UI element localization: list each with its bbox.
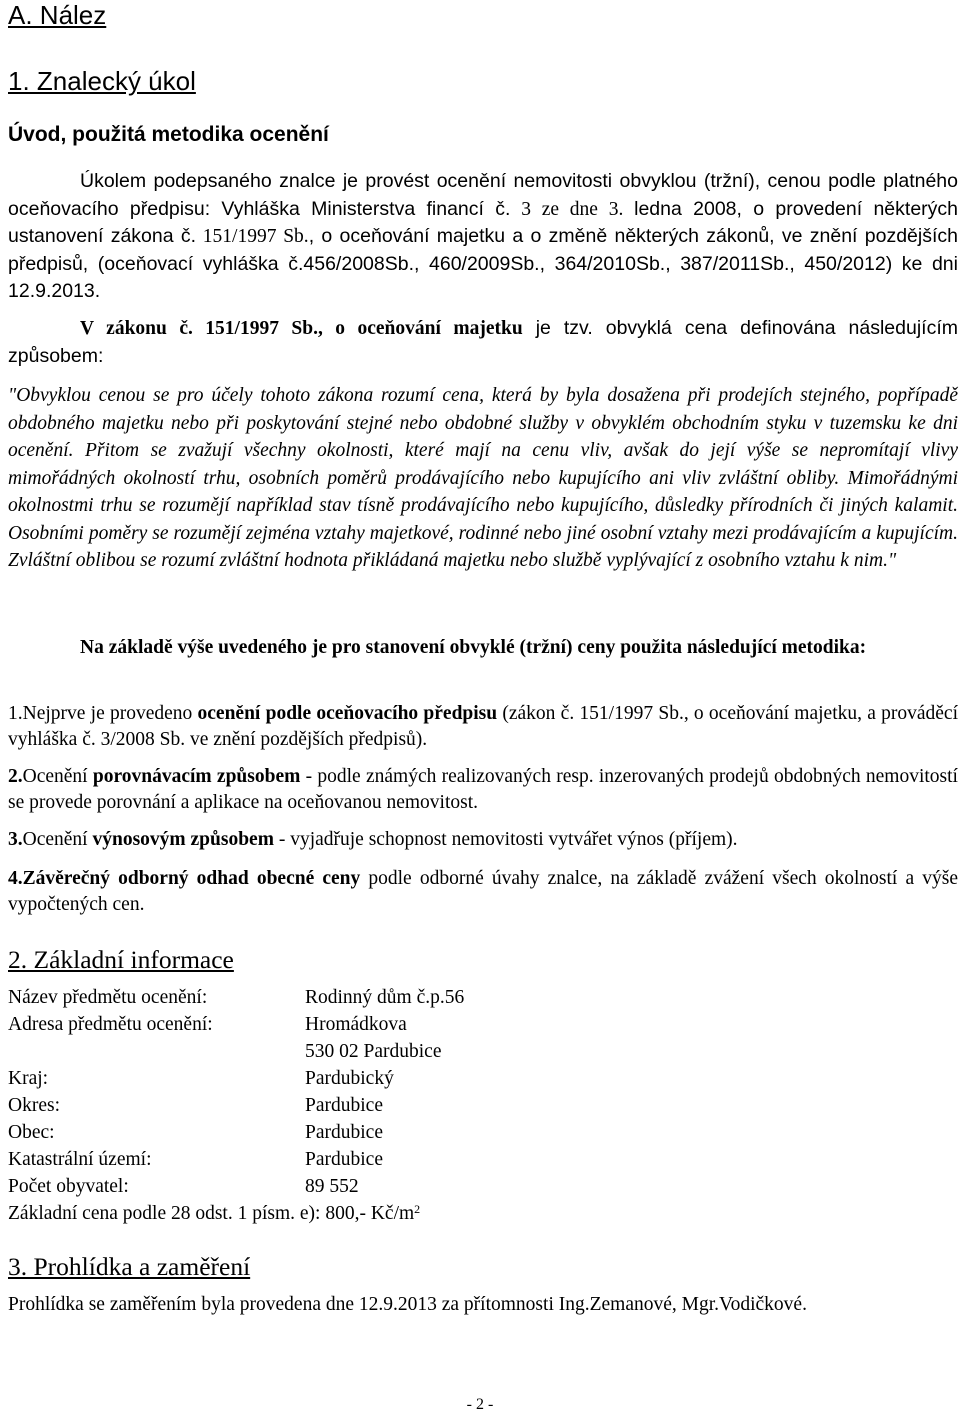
method-item-3: 3.Ocenění výnosovým způsobem - vyjadřuje schopnost nemovitosti vytvářet výnos (příjem).: [8, 829, 738, 850]
intro-text-4: 151/1997 Sb.: [196, 226, 309, 247]
info-value: 530 02 Pardubice: [305, 1041, 442, 1062]
info-row-cadastral: [8, 1146, 383, 1173]
method-item-1: 1.Nejprve je provedeno ocenění podle oceňovacího předpisu (zákon č. 151/1997 Sb., o oceňování majetku, a prováděcí vyhláška č. 3/2008 Sb. ve znění pozdějších předpisů).: [8, 703, 958, 750]
info-label: Kraj:: [8, 1068, 49, 1089]
info-row-address: [8, 1011, 407, 1038]
info-row-municipality: [8, 1119, 383, 1146]
method-number: 3.: [8, 829, 23, 850]
base-price-text: Základní cena podle 28 odst. 1 písm. e): 800,- Kč/m: [8, 1203, 415, 1224]
law-paragraph: [8, 315, 958, 370]
intro-paragraph: [8, 168, 958, 306]
method-name: porovnávacím způsobem: [92, 766, 301, 787]
methodology-text: Na základě výše uvedeného je pro stanovení obvyklé (tržní) ceny použita následující metodika:: [80, 637, 867, 658]
intro-heading: Úvod, použitá metodika ocenění: [8, 123, 329, 146]
info-row-address-city: [8, 1038, 441, 1065]
info-label: Katastrální území:: [8, 1149, 152, 1170]
method-number: 2.: [8, 766, 23, 787]
method-number: 4.: [8, 868, 23, 889]
info-value: Pardubice: [305, 1149, 383, 1170]
info-row-population: [8, 1173, 359, 1200]
method-name: Závěrečný odborný odhad obecné ceny: [22, 868, 361, 889]
info-row-region: [8, 1065, 394, 1092]
intro-text-1: Úkolem podepsaného znalce je provést ocenění nemovitosti obvyklou (tržní), cenou podle platného oceňovacího předpisu: Vyhláška Ministerstva financí č.: [8, 170, 958, 220]
info-value: Pardubice: [305, 1122, 383, 1143]
method-name: ocenění podle oceňovacího předpisu: [197, 703, 498, 724]
task-title: 1. Znalecký úkol: [8, 66, 196, 96]
intro-text-3: ledna 2008, o provedení některých ustanovení zákona č.: [8, 197, 959, 247]
inspection-title: 3. Prohlídka a zaměření: [8, 1252, 251, 1281]
law-reference: V zákonu č. 151/1997 Sb., o oceňování majetku: [80, 318, 523, 339]
page-number: - 2 -: [466, 1396, 494, 1413]
info-label: Okres:: [8, 1095, 60, 1116]
info-value: 89 552: [305, 1176, 359, 1197]
method-name: výnosovým způsobem: [92, 829, 274, 850]
quote-paragraph: "Obvyklou cenou se pro účely tohoto zákona rozumí cena, která by byla dosažena při prodejích stejného, popřípadě obdobného majetku nebo při poskytování stejné nebo obdobné služby v obvyklém obchodním styku v tuzemsku ke dni ocenění. Přitom se zvažují všechny okolnosti, které mají na cenu vliv, avšak do její výše se nepromítají vlivy mimořádných okolností trhu, osobních poměrů prodávajícího nebo kupujícího ani vliv zvláštní obliby. Mimořádnými okolnostmi trhu se rozumějí například stav tísně prodávajícího nebo kupujícího, důsledky přírodních či jiných kalamit. Osobními poměry se rozumějí zejména vztahy majetkové, rodinné nebo jiné osobní vztahy mezi prodávajícím a kupujícím. Zvláštní oblibou se rozumí zvláštní hodnota přikládaná majetku nebo službě vyplývající z osobního vztahu k nim.": [8, 385, 958, 571]
info-value: Pardubice: [305, 1095, 383, 1116]
info-value: Hromádkova: [305, 1014, 407, 1035]
method-item-2: 2.Ocenění porovnávacím způsobem - podle známých realizovaných resp. inzerovaných prodejů obdobných nemovitostí se provede porovnání a aplikace na oceňovanou nemovitost.: [8, 766, 958, 813]
methodology-paragraph: [8, 634, 958, 662]
section-a-title: A. Nález: [8, 0, 107, 30]
base-price-row: [8, 1200, 420, 1227]
info-label: Obec:: [8, 1122, 55, 1143]
law-definition-text: je tzv. obvyklá cena definována následujícím způsobem:: [8, 317, 959, 367]
info-row-district: [8, 1092, 383, 1119]
basic-info-title: 2. Základní informace: [8, 945, 234, 974]
info-value: Rodinný dům č.p.56: [305, 987, 465, 1008]
info-label: Adresa předmětu ocenění:: [8, 1014, 213, 1035]
info-value: Pardubický: [305, 1068, 394, 1089]
intro-text-2: 3 ze dne 3.: [510, 198, 635, 220]
info-row-name: [8, 984, 464, 1011]
info-label: Název předmětu ocenění:: [8, 987, 208, 1008]
intro-text-5: , o oceňování majetku a o změně některých zákonů, ve znění pozdějších předpisů, (oceňovací vyhláška č.456/2008Sb., 460/2009Sb., 364/2010Sb., 387/2011Sb., 450/2012) ke dni 12.9.2013.: [8, 225, 958, 302]
method-item-4: 4.Závěrečný odborný odhad obecné ceny podle odborné úvahy znalce, na základě zvážení všech okolností a výše vypočtených cen.: [8, 868, 958, 915]
base-price-superscript: 2: [414, 1202, 421, 1216]
method-number: 1.: [8, 703, 23, 724]
info-label: Počet obyvatel:: [8, 1176, 129, 1197]
inspection-text: Prohlídka se zaměřením byla provedena dne 12.9.2013 za přítomnosti Ing.Zemanové, Mgr.Vodičkové.: [8, 1294, 807, 1315]
